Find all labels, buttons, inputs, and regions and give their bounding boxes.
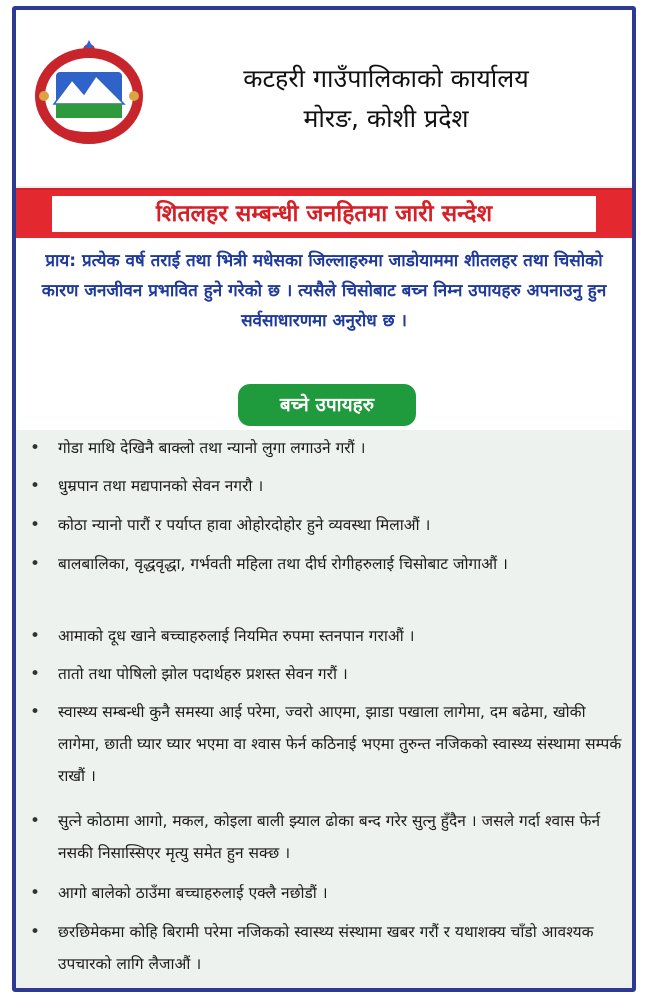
list-item (16, 468, 632, 504)
bullet-icon: • (30, 554, 41, 574)
office-name: कटहरी गाउँपालिकाको कार्यालय (243, 64, 529, 93)
tip-text: सुत्ने कोठामा आगो, मकल, कोइला बाली झ्याल ढोका बन्द गरेर सुत्नु हुँदैन । जसले गर्दा श्वास फेर्न नसकी निसास्सिएर मृत्यु समेत हुन सक्छ । (58, 812, 601, 862)
notice-header (16, 10, 632, 186)
bullet-icon: • (30, 664, 41, 684)
list-item (16, 656, 632, 692)
notice-frame (12, 6, 636, 992)
bullet-icon: • (30, 476, 41, 496)
tip-text: तातो तथा पोषिलो झोल पदार्थहरु प्रशस्त सेवन गरौं । (58, 665, 348, 683)
bullet-icon: • (30, 702, 41, 722)
bullet-icon: • (30, 922, 41, 942)
tips-list (16, 430, 632, 992)
office-location: मोरङ, कोशी प्रदेश (303, 104, 469, 133)
notice-title: शितलहर सम्बन्धी जनहितमा जारी सन्देश (52, 196, 596, 232)
intro-text: प्राय: प्रत्येक वर्ष तराई तथा भित्री मधेसका जिल्लाहरुमा जाडोयाममा शीतलहर तथा चिसोको कारण जनजीवन प्रभावित हुने गरेको छ । त्यसैले चिसोबाट बच्न निम्न उपायहरु अपनाउनु हुन सर्वसाधारणमा अनुरोध छ । (41, 251, 607, 331)
bullet-icon: • (30, 811, 41, 831)
bullet-icon: • (30, 883, 41, 903)
tip-text: छरछिमेकमा कोहि बिरामी परेमा नजिकको स्वास्थ्य संस्थामा खबर गरौं र यथाशक्य चाँडो आवश्यक उपचारको लागि लैजाऔं । (58, 923, 594, 973)
bullet-icon: • (30, 626, 41, 646)
list-item (16, 546, 632, 614)
tip-text: धुम्रपान तथा मद्यपानको सेवन नगरौ । (58, 477, 264, 495)
list-item (16, 430, 632, 466)
tip-text: कोठा न्यानो पारौं र पर्याप्त हावा ओहोरदोहोर हुने व्यवस्था मिलाऔं । (58, 516, 431, 534)
bullet-icon: • (30, 438, 41, 458)
intro-section (16, 238, 632, 430)
list-item (16, 803, 632, 871)
list-item (16, 694, 632, 794)
tip-text: स्वास्थ्य सम्बन्धी कुनै समस्या आई परेमा, ज्वरो आएमा, झाडा पखाला लागेमा, दम बढेमा, खोकी लागेमा, छाती घ्यार घ्यार भएमा वा श्वास फेर्न कठिनाई भएमा तुरुन्त नजिकको स्वास्थ्य संस्थामा सम्पर्क राखौं । (58, 703, 622, 785)
tip-text: आमाको दूध खाने बच्चाहरुलाई नियमित रुपमा स्तनपान गराऔं । (58, 627, 415, 645)
tip-text: बालबालिका, वृद्धवृद्धा, गर्भवती महिला तथा दीर्घ रोगीहरुलाई चिसोबाट जोगाऔं । (58, 555, 508, 573)
bullet-icon: • (30, 515, 41, 535)
section-label: बच्ने उपायहरु (238, 384, 416, 426)
nepal-emblem-icon (30, 36, 148, 152)
title-banner (16, 188, 632, 238)
list-item (16, 914, 632, 982)
tip-text: आगो बालेको ठाउँमा बच्चाहरुलाई एक्लै नछोडौं । (58, 884, 328, 902)
list-item (16, 507, 632, 543)
list-item (16, 875, 632, 911)
list-item (16, 618, 632, 654)
tip-text: गोडा माथि देखिनै बाक्लो तथा न्यानो लुगा लगाउने गरौं । (58, 439, 366, 457)
